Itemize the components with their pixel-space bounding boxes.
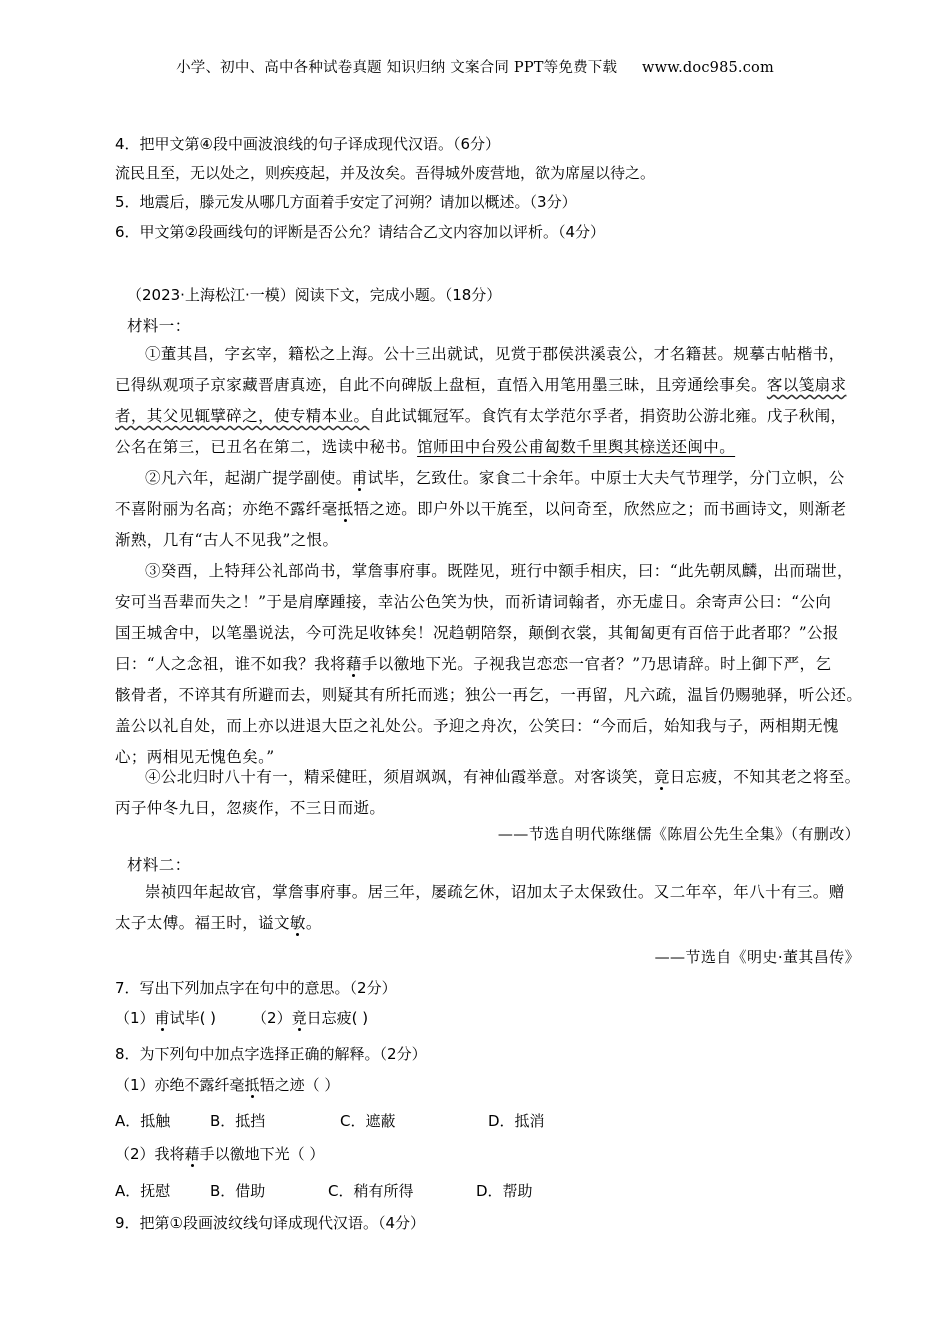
option-d[interactable]: D．帮助 bbox=[476, 1182, 533, 1200]
p3-line: 安可当吾辈而失之！”于是肩摩踵接，幸沾公色笑为快，而祈请词翰者，亦无虚日。余寄声公曰：“公向 bbox=[115, 593, 832, 611]
underlined-sentence: 馆师田中台殁公甫匐数千里舆其榇送还闽中。 bbox=[417, 438, 736, 456]
p2-line: ②凡六年，起湖广提学副使。甫试毕，乞致仕。家食二十余年。中原士大夫气节理学，分门立帜，公 bbox=[145, 469, 845, 487]
p1-line: 公名在第三，已丑名在第二，选读中秘书。馆师田中台殁公甫匐数千里舆其榇送还闽中。 bbox=[115, 438, 736, 456]
header-text: 小学、初中、高中各种试卷真题 知识归纳 文案合同 PPT等免费下载 bbox=[176, 60, 618, 76]
p1-line: 者，其父见辄擘碎之，使专精本业。自此试辄冠军。食饩有太学范尔孚者，捐资助公游北雍。戊子秋闱， bbox=[115, 407, 847, 425]
p5-line: 崇祯四年起故官，掌詹事府事。居三年，屡疏乞休，诏加太子太保致仕。又二年卒，年八十有三。赠 bbox=[145, 883, 845, 901]
p4-line: 丙子仲冬九日，忽痰作，不三日而逝。 bbox=[115, 799, 386, 817]
p3-line: 骸骨者，不谇其有所避而去，则疑其有所托而逃；独公一再乞，一再留，凡六疏，温旨仍赐驰驿，听公还。 bbox=[115, 686, 863, 704]
p3-line: 曰：“人之念祖，谁不如我？我将藉手以徼地下光。子视我岂恋恋一官者？”乃思请辞。时上御下严，乞 bbox=[115, 655, 832, 673]
paragraph-5 bbox=[115, 877, 865, 939]
option-c[interactable]: C．稍有所得 bbox=[328, 1182, 414, 1200]
option-b[interactable]: B．借助 bbox=[210, 1182, 266, 1200]
section-intro: （2023·上海松江·一模）阅读下文，完成小题。（18分） bbox=[127, 286, 502, 304]
p4-line: ④公北归时八十有一，精采健旺，须眉飒飒，有神仙霞举意。对客谈笑，竟日忘疲，不知其老之将至。 bbox=[145, 768, 861, 786]
p1-line: ①董其昌，字玄宰，籍松之上海。公十三出就试，见赏于郡侯洪溪袁公，才名籍甚。规摹古帖楷书， bbox=[145, 345, 845, 363]
dotted-char: 抵 bbox=[244, 1076, 260, 1094]
dotted-char: 敏 bbox=[289, 914, 306, 932]
p3-line: 心；两相见无愧色矣。” bbox=[115, 748, 275, 766]
option-c[interactable]: C．遮蔽 bbox=[340, 1112, 396, 1130]
p5-line: 太子太傅。福王时，谥文敏。 bbox=[115, 914, 322, 932]
option-b[interactable]: B．抵挡 bbox=[210, 1112, 266, 1130]
source-1: ——节选自明代陈继儒《陈眉公先生全集》（有删改） bbox=[497, 825, 860, 843]
question-4-sentence: 流民且至，无以处之，则疾疫起，并及汝矣。吾得城外废营地，欲为席屋以待之。 bbox=[115, 164, 656, 182]
dotted-char: 藉 bbox=[184, 1145, 200, 1163]
paragraph-4 bbox=[115, 762, 865, 824]
p2-line: 渐熟，几有“古人不见我”之恨。 bbox=[115, 531, 339, 549]
question-7-items: （1）甫试毕( ) （2）竟日忘疲( ) bbox=[115, 1009, 369, 1027]
option-a[interactable]: A．抵触 bbox=[115, 1112, 171, 1130]
material-2-title: 材料二： bbox=[127, 856, 191, 874]
paragraph-1 bbox=[115, 339, 865, 463]
question-5: 5．地震后，滕元发从哪几方面着手安定了河朔？请加以概述。（3分） bbox=[115, 193, 577, 211]
question-8-2-options bbox=[115, 1180, 533, 1201]
p1-line: 已得纵观项子京家藏晋唐真迹，自此不向碑版上盘桓，直悟入用笔用墨三昧，且旁通绘事矣。客以笺扇求 bbox=[115, 376, 847, 394]
question-8-1: （1）亦绝不露纤毫抵牾之迹（ ） bbox=[115, 1076, 340, 1094]
dotted-char: 甫 bbox=[154, 1009, 170, 1027]
dotted-char: 抵 bbox=[337, 500, 354, 518]
dotted-char: 竟 bbox=[291, 1009, 307, 1027]
question-8-1-options bbox=[115, 1110, 545, 1131]
paragraph-2 bbox=[115, 463, 865, 556]
dotted-char: 藉 bbox=[345, 655, 362, 673]
option-a[interactable]: A．抚慰 bbox=[115, 1182, 171, 1200]
p3-line: 国王城舍中，以笔墨说法，今可洗足收钵矣！况趋朝陪祭，颠倒衣裳，其匍匐更有百倍于此者耶？”公报 bbox=[115, 624, 839, 642]
paragraph-3 bbox=[115, 556, 865, 773]
option-d[interactable]: D．抵消 bbox=[488, 1112, 545, 1130]
question-6: 6．甲文第②段画线句的评断是否公允？请结合乙文内容加以评析。（4分） bbox=[115, 223, 606, 241]
question-8: 8．为下列句中加点字选择正确的解释。（2分） bbox=[115, 1045, 427, 1063]
material-1-title: 材料一： bbox=[127, 317, 191, 335]
header-url[interactable]: www.doc985.com bbox=[641, 60, 774, 76]
wavy-sentence: 者，其父见辄擘碎之，使专精本业。 bbox=[115, 407, 370, 425]
dotted-char: 甫 bbox=[351, 469, 368, 487]
source-2: ——节选自《明史·董其昌传》 bbox=[654, 948, 860, 966]
question-7: 7．写出下列加点字在句中的意思。（2分） bbox=[115, 979, 397, 997]
question-8-2: （2）我将藉手以徼地下光（ ） bbox=[115, 1145, 325, 1163]
question-9: 9．把第①段画波纹线句译成现代汉语。（4分） bbox=[115, 1214, 426, 1232]
dotted-char: 竟 bbox=[653, 768, 670, 786]
wavy-sentence: 客以笺扇求 bbox=[766, 376, 847, 394]
p3-line: 盖公以礼自处，而上亦以进退大臣之礼处公。予迎之舟次，公笑曰：“今而后，始知我与子，两相期无愧 bbox=[115, 717, 839, 735]
p2-line: 不喜附丽为名高；亦绝不露纤毫抵牾之迹。即户外以干旄至，以问奇至，欣然应之；而书画诗文，则渐老 bbox=[115, 500, 847, 518]
page-header bbox=[0, 56, 950, 77]
p3-line: ③癸酉，上特拜公礼部尚书，掌詹事府事。既陛见，班行中额手相庆，曰：“此先朝凤麟，出而瑞世， bbox=[145, 562, 853, 580]
question-4: 4．把甲文第④段中画波浪线的句子译成现代汉语。（6分） bbox=[115, 135, 501, 153]
